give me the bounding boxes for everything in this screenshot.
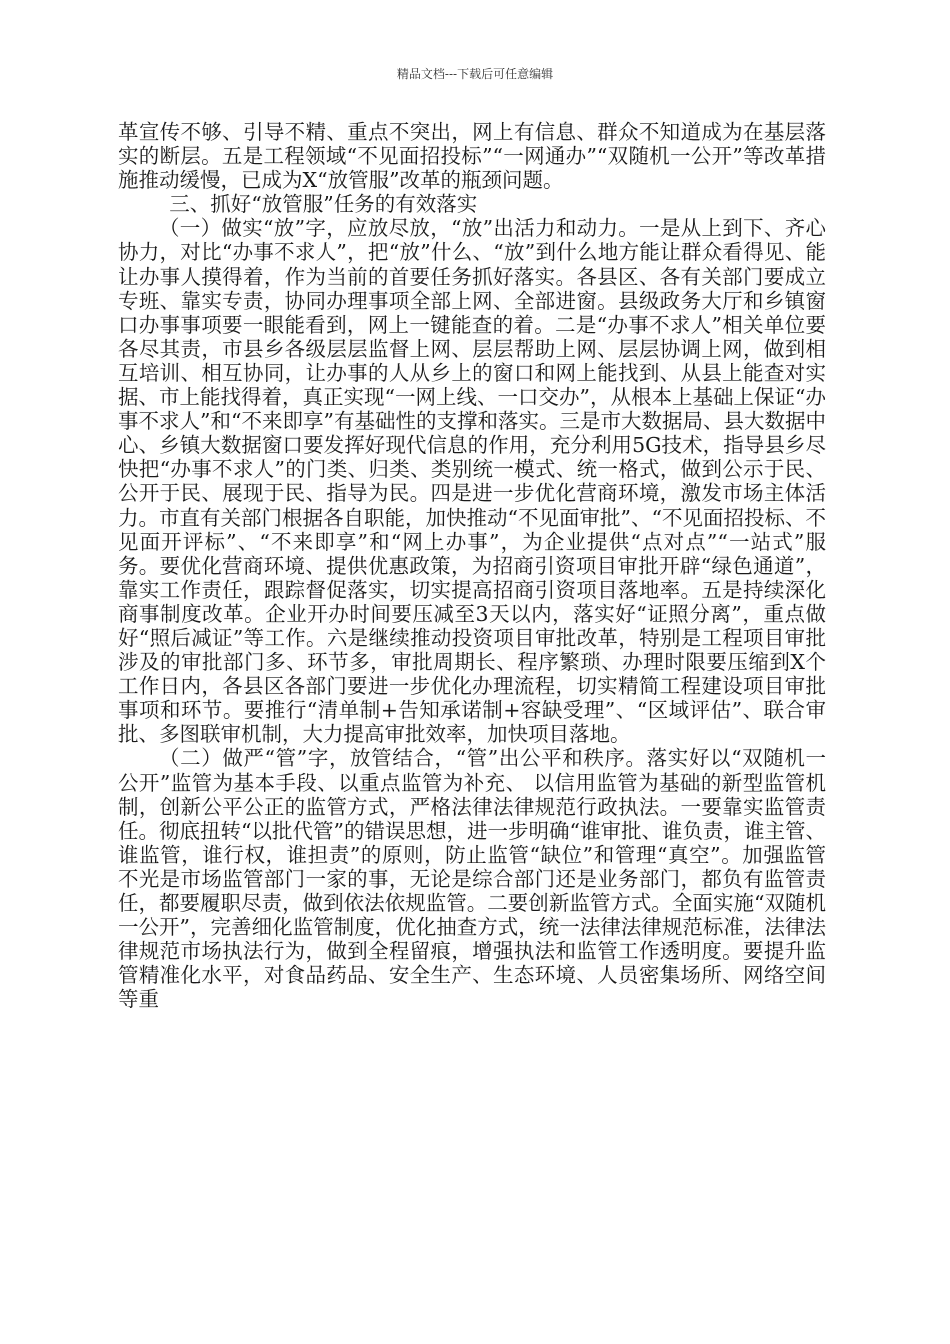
- paragraph-two: （二）做严“管”字，放管结合，“管”出公平和秩序。落实好以“双随机一公开”监管为基本手段、以重点监管为补充、 以信用监管为基础的新型监管机制，创新公平公正的监管方式，严格法律法律规范行政执法。一要靠实监管责任。彻底扭转“以批代管”的错误思想，进一步明确“谁审批、谁负责，谁主管、谁监管，谁行权，谁担责”的原则，防止监管“缺位”和管理“真空”。加强监管不光是市场监管部门一家的事，无论是综合部门还是业务部门，都负有监管责任，都要履职尽责，做到依法依规监管。二要创新监管方式。全面实施“双随机一公开”，完善细化监管制度，优化抽查方式，统一法律法律规范标准，法律法律规范市场执法行为，做到全程留痕，增强执法和监管工作透明度。要提升监管精准化水平，对食品药品、安全生产、生态环境、人员密集场所、网络空间等重: [118, 746, 826, 1012]
- paragraph-intro: 革宣传不够、引导不精、重点不突出，网上有信息、群众不知道成为在基层落实的断层。五是工程领域“不见面招投标”“一网通办”“双随机一公开”等改革措施推动缓慢，已成为X“放管服”改革的瓶颈问题。: [118, 120, 826, 193]
- page-header: 精品文档---下载后可任意编辑: [396, 67, 554, 81]
- paragraph-one: （一）做实“放”字，应放尽放，“放”出活力和动力。一是从上到下、齐心协力，对比“办事不求人”，把“放”什么、“放”到什么地方能让群众看得见、能让办事人摸得着，作为当前的首要任务抓好落实。各县区、各有关部门要成立专班、靠实专责，协同办理事项全部上网、全部进窗。县级政务大厅和乡镇窗口办事事项要一眼能看到，网上一键能查的着。二是“办事不求人”相关单位要各尽其责，市县乡各级层层监督上网、层层帮助上网、层层协调上网，做到相互培训、相互协同，让办事的人从乡上的窗口和网上能找到、从县上能查对实据、市上能找得着，真正实现“一网上线、一口交办”，从根本上基础上保证“办事不求人”和“不来即享”有基础性的支撑和落实。三是市大数据局、县大数据中心、乡镇大数据窗口要发挥好现代信息的作用，充分利用5G技术，指导县乡尽快把“办事不求人”的门类、归类、类别统一模式、统一格式，做到公示于民、公开于民、展现于民、指导为民。四是进一步优化营商环境，激发市场主体活力。市直有关部门根据各自职能，加快推动“不见面审批”、“不见面招投标、不见面开评标”、“不来即享”和“网上办事”，为企业提供“点对点”“一站式”服务。要优化营商环境、提供优惠政策，为招商引资项目审批开辟“绿色通道”，靠实工作责任，跟踪督促落实，切实提高招商引资项目落地率。五是持续深化商事制度改革。企业开办时间要压减至3天以内，落实好“证照分离”，重点做好“照后减证”等工作。六是继续推动投资项目审批改革，特别是工程项目审批涉及的审批部门多、环节多，审批周期长、程序繁琐、办理时限要压缩到X个工作日内，各县区各部门要进一步优化办理流程，切实精简工程建设项目审批事项和环节。要推行“清单制+告知承诺制+容缺受理”、“区域评估”、联合审批、多图联审机制，大力提高审批效率，加快项目落地。: [118, 216, 826, 747]
- section-heading: 三、抓好“放管服”任务的有效落实: [169, 192, 478, 217]
- document-body: [118, 120, 826, 1011]
